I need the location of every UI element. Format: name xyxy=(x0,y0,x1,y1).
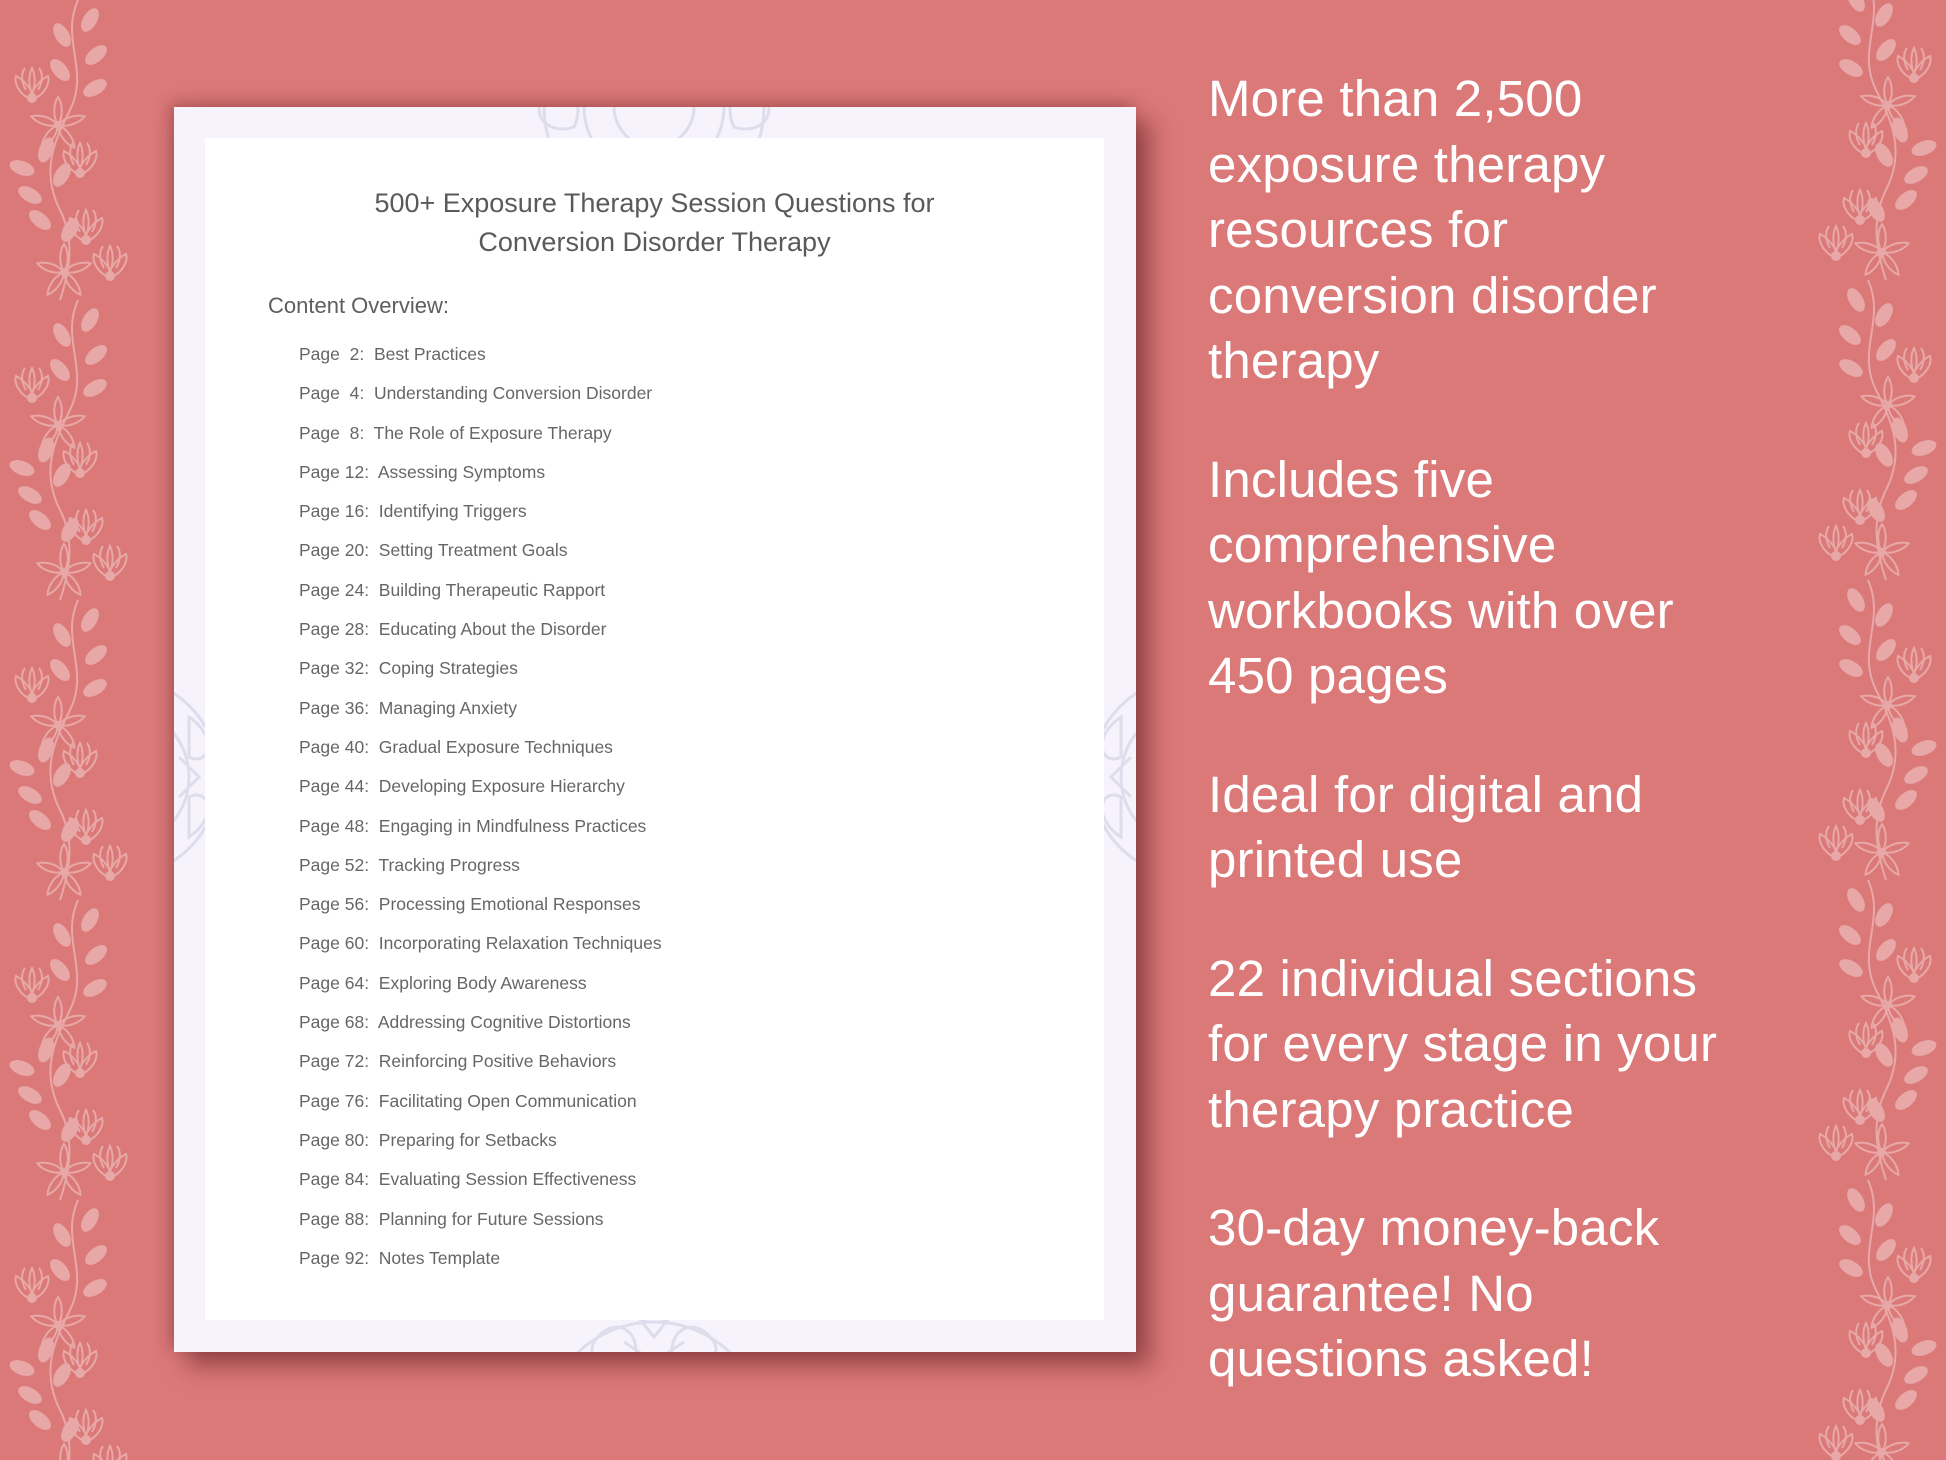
toc-item xyxy=(299,894,662,933)
toc-title: Addressing Cognitive Distortions xyxy=(377,1012,631,1033)
toc-item xyxy=(299,1209,662,1248)
feature-line: resources for xyxy=(1208,201,1509,258)
toc-title: Notes Template xyxy=(378,1247,501,1268)
toc-title: Coping Strategies xyxy=(378,658,518,679)
toc-title: Best Practices xyxy=(373,344,486,364)
toc-title: Tracking Progress xyxy=(378,854,520,875)
toc-title: Preparing for Setbacks xyxy=(378,1129,557,1150)
feature-line: comprehensive xyxy=(1208,516,1557,573)
toc-page-number: Page 48: xyxy=(299,815,370,836)
toc-item xyxy=(299,698,662,737)
feature-line: exposure therapy xyxy=(1208,135,1606,193)
toc-item xyxy=(299,619,662,658)
toc-page-number: Page 28: xyxy=(299,619,370,640)
feature-line: printed use xyxy=(1208,831,1463,888)
document-title-line: Conversion Disorder Therapy xyxy=(478,227,831,257)
feature-line: Ideal for digital and xyxy=(1208,765,1644,823)
toc-title: Exploring Body Awareness xyxy=(378,972,587,993)
toc-item xyxy=(299,580,662,619)
toc-title: Building Therapeutic Rapport xyxy=(378,579,606,600)
toc-item xyxy=(299,1091,662,1130)
toc-item xyxy=(299,344,662,383)
toc-page-number: Page 20: xyxy=(299,540,370,561)
toc-page-number: Page 16: xyxy=(299,501,370,522)
toc-page-number: Page 72: xyxy=(299,1051,370,1072)
mandala-watermark-icon xyxy=(174,637,209,917)
feature-line: workbooks with over xyxy=(1208,581,1674,639)
toc-item xyxy=(299,462,662,501)
feature-line: guarantee! No xyxy=(1208,1264,1534,1322)
toc-item xyxy=(299,737,662,776)
mandala-watermark-icon xyxy=(1101,637,1136,917)
toc-item xyxy=(299,1051,662,1090)
toc-page-number: Page 8: xyxy=(299,422,365,443)
toc-page-number: Page 64: xyxy=(299,972,370,993)
toc-page-number: Page 52: xyxy=(299,854,370,875)
feature-sections xyxy=(1208,946,1768,1143)
toc-page-number: Page 36: xyxy=(299,697,370,718)
feature-line: conversion disorder xyxy=(1208,266,1657,324)
toc-title: Facilitating Open Communication xyxy=(378,1090,637,1111)
toc-title: Assessing Symptoms xyxy=(377,461,546,482)
toc-item xyxy=(299,855,662,894)
toc-page-number: Page 56: xyxy=(299,894,370,915)
toc-page-number: Page 68: xyxy=(299,1012,370,1033)
feature-line: 30-day money-back xyxy=(1208,1199,1660,1256)
toc-page-number: Page 24: xyxy=(299,579,370,600)
toc-page-number: Page 32: xyxy=(299,658,370,679)
toc-item xyxy=(299,383,662,422)
feature-resources xyxy=(1208,66,1768,394)
toc-page-number: Page 92: xyxy=(299,1247,370,1268)
feature-line: More than 2,500 xyxy=(1208,70,1583,127)
document-title xyxy=(205,184,1104,262)
toc-title: Identifying Triggers xyxy=(378,501,527,522)
feature-line: therapy xyxy=(1208,332,1380,389)
toc-title: Managing Anxiety xyxy=(378,697,517,718)
toc-title: Processing Emotional Responses xyxy=(378,894,641,915)
toc-item xyxy=(299,973,662,1012)
feature-workbooks xyxy=(1208,447,1768,709)
floral-vine-icon xyxy=(0,0,140,1460)
toc-title: Incorporating Relaxation Techniques xyxy=(378,933,662,954)
floral-border-right xyxy=(1806,0,1946,1460)
feature-line: for every stage in your xyxy=(1208,1015,1718,1072)
toc-title: Developing Exposure Hierarchy xyxy=(378,776,625,797)
document-sheet xyxy=(205,138,1104,1320)
toc-page-number: Page 12: xyxy=(299,461,370,482)
toc-item xyxy=(299,816,662,855)
feature-list xyxy=(1208,66,1768,1445)
toc-page-number: Page 88: xyxy=(299,1208,370,1229)
feature-line: 22 individual sections xyxy=(1208,949,1698,1007)
feature-line: therapy practice xyxy=(1208,1080,1575,1138)
toc-title: The Role of Exposure Therapy xyxy=(373,422,612,443)
toc-title: Gradual Exposure Techniques xyxy=(378,736,613,757)
feature-guarantee xyxy=(1208,1195,1768,1392)
toc-page-number: Page 84: xyxy=(299,1169,370,1190)
toc-item xyxy=(299,933,662,972)
toc-item xyxy=(299,658,662,697)
toc-page-number: Page 44: xyxy=(299,776,370,797)
toc-item xyxy=(299,776,662,815)
feature-digital-print xyxy=(1208,762,1768,893)
table-of-contents xyxy=(299,344,662,1287)
toc-item xyxy=(299,423,662,462)
document-title-line: 500+ Exposure Therapy Session Questions for xyxy=(374,188,935,218)
toc-page-number: Page 40: xyxy=(299,736,370,757)
toc-title: Setting Treatment Goals xyxy=(378,540,568,561)
toc-page-number: Page 76: xyxy=(299,1090,370,1111)
toc-item xyxy=(299,1169,662,1208)
toc-title: Understanding Conversion Disorder xyxy=(373,383,653,404)
feature-line: Includes five xyxy=(1208,450,1495,508)
toc-title: Engaging in Mindfulness Practices xyxy=(378,815,647,836)
document-preview-page xyxy=(174,107,1136,1352)
toc-title: Reinforcing Positive Behaviors xyxy=(378,1051,617,1072)
toc-item xyxy=(299,1248,662,1287)
toc-item xyxy=(299,1012,662,1051)
floral-border-left xyxy=(0,0,140,1460)
feature-line: questions asked! xyxy=(1208,1330,1594,1387)
toc-page-number: Page 80: xyxy=(299,1129,370,1150)
floral-vine-icon xyxy=(1806,0,1946,1460)
toc-title: Evaluating Session Effectiveness xyxy=(378,1169,637,1190)
feature-line: 450 pages xyxy=(1208,647,1449,704)
toc-item xyxy=(299,501,662,540)
toc-title: Educating About the Disorder xyxy=(378,619,607,640)
toc-page-number: Page 2: xyxy=(299,344,365,364)
toc-page-number: Page 4: xyxy=(299,383,365,404)
toc-title: Planning for Future Sessions xyxy=(378,1208,604,1229)
content-overview-label: Content Overview: xyxy=(268,293,449,318)
toc-item xyxy=(299,1130,662,1169)
toc-page-number: Page 60: xyxy=(299,933,370,954)
toc-item xyxy=(299,540,662,579)
